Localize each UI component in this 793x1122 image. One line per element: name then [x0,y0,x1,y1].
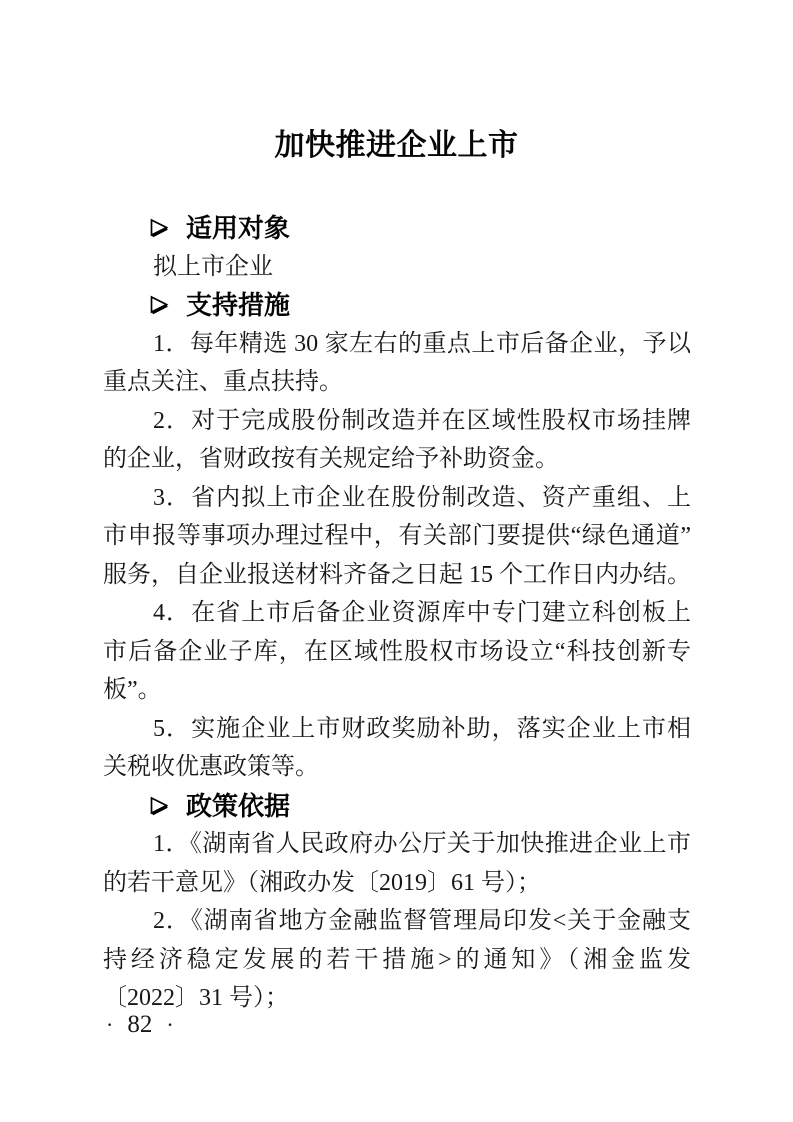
page-footer [106,1009,174,1041]
measure-item-2: 2．对于完成股份制改造并在区域性股权市场挂牌的企业，省财政按有关规定给予补助资金。 [103,407,691,472]
section-heading-label: 支持措施 [186,290,291,320]
footer-right-dot: · [166,1012,174,1037]
arrow-bullet-icon [149,796,169,816]
section-heading-label: 政策依据 [186,790,291,821]
section-heading-applicable-targets [103,209,691,248]
section-heading-policy-basis [103,787,691,826]
paragraph-applicable-target: 拟上市企业 [153,253,273,280]
policy-item-1: 1．《湖南省人民政府办公厅关于加快推进企业上市的若干意见》（湘政办发〔2019〕61 号）； [103,831,691,896]
footer-left-dot: · [106,1012,114,1037]
measure-item-5: 5．实施企业上市财政奖励补助，落实企业上市相关税收优惠政策等。 [103,715,691,780]
measure-item-3: 3．省内拟上市企业在股份制改造、资产重组、上市申报等事项办理过程中，有关部门要提供“绿色通道”服务，自企业报送材料齐备之日起 15 个工作日内办结。 [103,484,691,588]
arrow-bullet-icon [149,295,169,315]
section-heading-label: 适用对象 [186,213,291,243]
policy-item-2: 2．《湖南省地方金融监督管理局印发<关于金融支持经济稳定发展的若干措施>的通知》（湘金监发〔2022〕31 号）； [103,908,691,1011]
measure-item-1: 1．每年精选 30 家左右的重点上市后备企业，予以重点关注、重点扶持。 [103,330,691,395]
page-title: 加快推进企业上市 [274,129,519,162]
document-body [103,209,691,1018]
section-heading-support-measures [103,286,691,325]
page-number: 82 [127,1011,153,1038]
measure-item-4: 4．在省上市后备企业资源库中专门建立科创板上市后备企业子库，在区域性股权市场设立“科技创新专板”。 [103,600,691,703]
arrow-bullet-icon [149,218,169,238]
